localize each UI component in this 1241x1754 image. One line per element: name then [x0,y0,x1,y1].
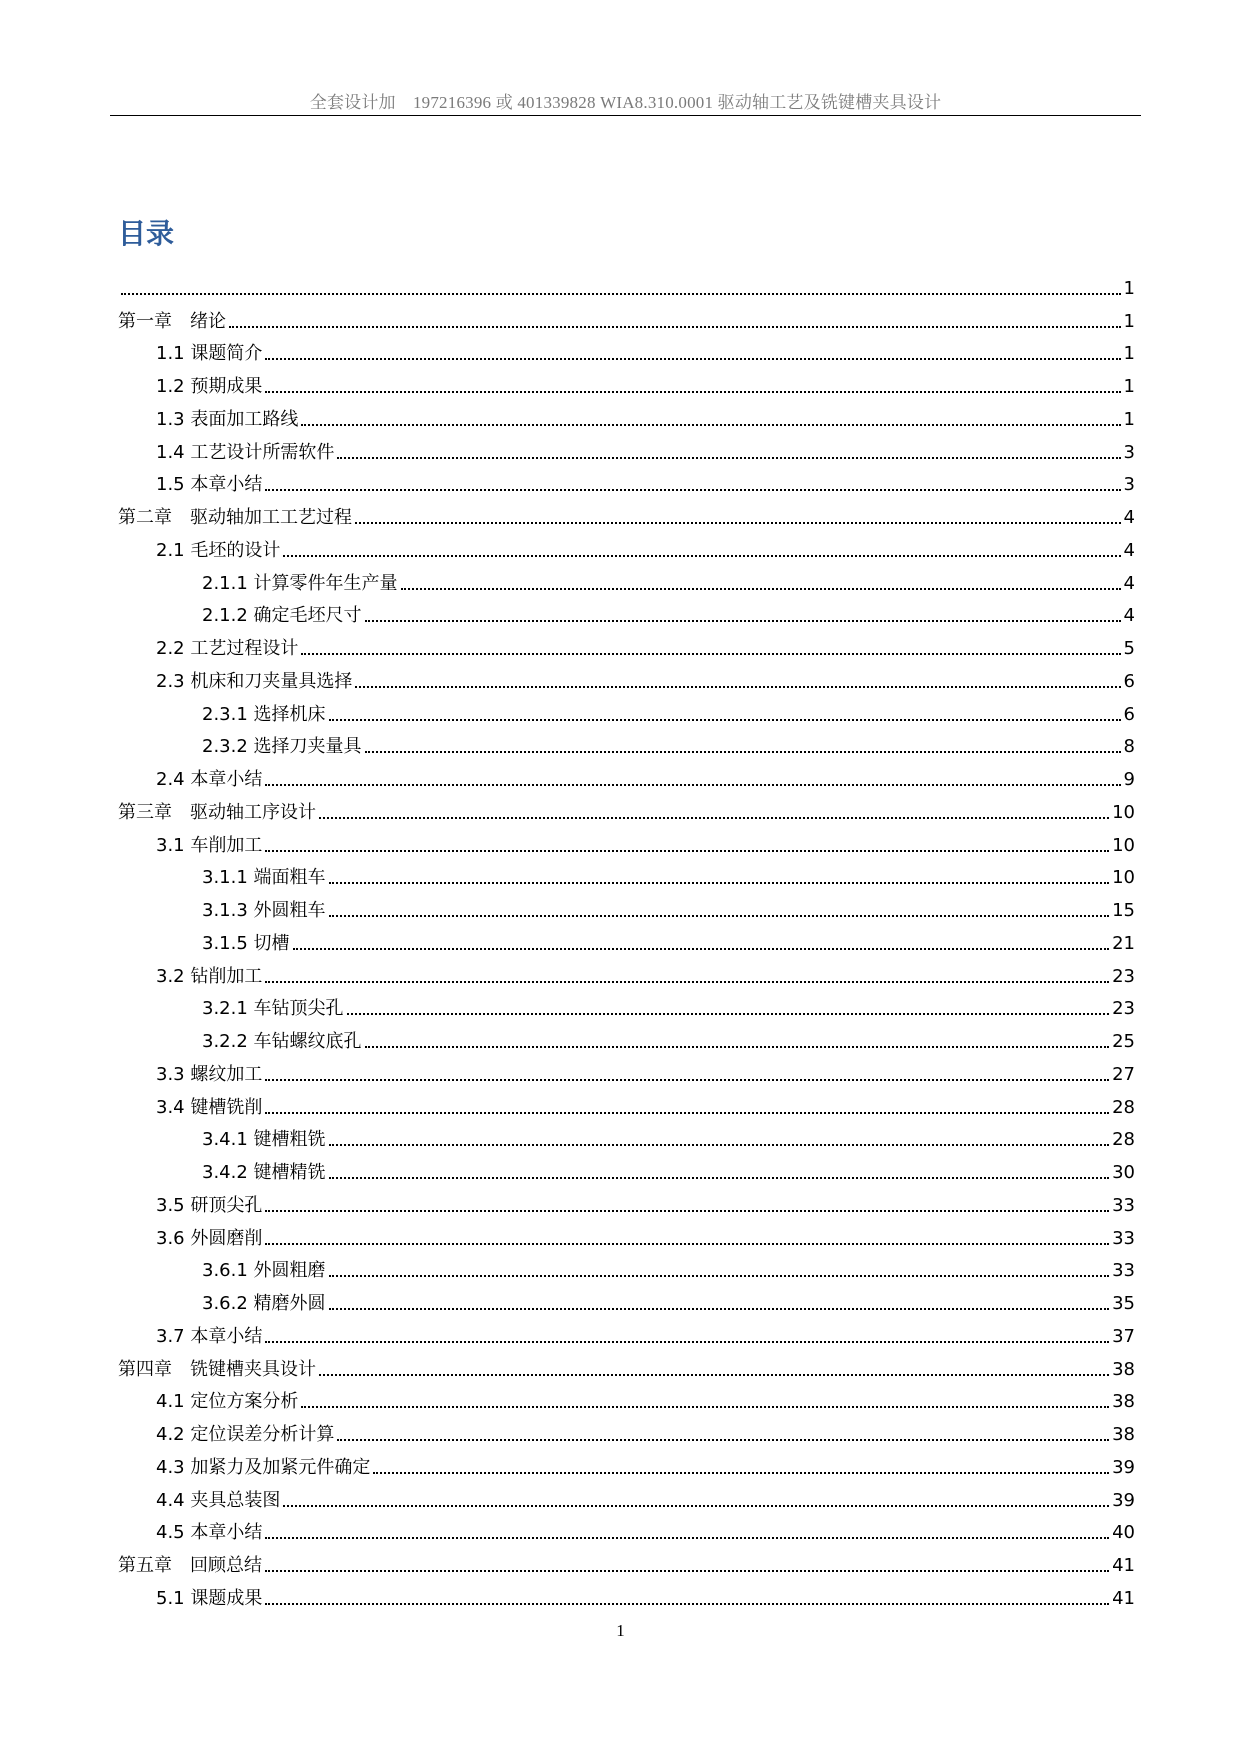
toc-entry[interactable] [118,1578,1135,1611]
toc-entry[interactable] [118,1120,1135,1153]
toc-entry[interactable] [118,596,1135,629]
toc-entry-page: 15 [1112,900,1135,921]
toc-dot-leader [265,489,1120,491]
toc-entry-page: 6 [1123,703,1135,725]
toc-entry[interactable] [118,268,1135,301]
toc-entry-page: 1 [1123,408,1135,430]
toc-entry[interactable] [118,465,1135,498]
toc-entry-label: 2.1.2 确定毛坯尺寸 [202,605,362,627]
toc-entry-label: 第二章 驱动轴加工工艺过程 [118,507,352,528]
toc-entry-label: 3.6.2 精磨外圆 [202,1293,326,1314]
toc-entry[interactable] [118,923,1135,956]
toc-entry-label: 第三章 驱动轴工序设计 [118,801,316,823]
toc-entry-page: 38 [1112,1358,1135,1380]
toc-entry-label: 4.1 定位方案分析 [156,1391,299,1413]
toc-entry[interactable] [118,1513,1135,1546]
toc-entry-label: 3.2.2 车钻螺纹底孔 [202,1031,362,1052]
footer-page-number: 1 [616,1621,625,1640]
toc-entry-page: 10 [1112,834,1135,856]
toc-entry[interactable] [118,858,1135,891]
toc-entry-label: 2.1.1 计算零件年生产量 [202,572,398,594]
toc-entry-label: 2.4 本章小结 [156,769,263,790]
toc-entry-label: 3.3 螺纹加工 [156,1063,263,1085]
toc-entry-page: 23 [1112,965,1135,987]
toc-entry-page: 9 [1123,769,1135,790]
toc-entry[interactable] [118,825,1135,858]
toc-entry-label: 2.3 机床和刀夹量具选择 [156,670,353,692]
toc-entry-page: 4 [1123,605,1135,627]
toc-entry-page: 4 [1123,539,1135,561]
toc-entry[interactable] [118,1316,1135,1349]
toc-entry[interactable] [118,759,1135,792]
table-of-contents [118,268,1135,1611]
toc-entry-label: 3.6 外圆磨削 [156,1227,263,1249]
toc-entry-page: 4 [1123,572,1135,594]
toc-entry-page: 1 [1123,310,1135,332]
toc-entry-page: 37 [1112,1325,1135,1347]
toc-entry[interactable] [118,1054,1135,1087]
toc-entry[interactable] [118,334,1135,367]
toc-dot-leader [329,1308,1110,1310]
toc-dot-leader [265,1243,1109,1245]
toc-dot-leader [265,1603,1109,1605]
toc-dot-leader [329,1275,1110,1277]
toc-entry-page: 1 [1123,343,1135,365]
toc-dot-leader [365,620,1121,622]
toc-dot-leader [229,326,1121,328]
toc-dot-leader [373,1472,1109,1474]
toc-dot-leader [265,1537,1109,1539]
toc-entry-label: 2.2 工艺过程设计 [156,638,299,659]
toc-entry-label: 4.5 本章小结 [156,1522,263,1544]
toc-entry-page: 41 [1112,1587,1135,1609]
toc-entry-label: 1.1 课题简介 [156,343,263,365]
toc-entry-page: 8 [1123,736,1135,758]
toc-entry[interactable] [118,792,1135,825]
toc-entry-page: 40 [1112,1522,1135,1544]
toc-entry[interactable] [118,1382,1135,1415]
toc-dot-leader [265,981,1109,983]
toc-entry-label: 第一章 绪论 [118,310,226,332]
toc-entry[interactable] [118,956,1135,989]
toc-dot-leader [265,391,1120,393]
toc-dot-leader [265,784,1120,786]
toc-entry-page: 1 [1123,376,1135,397]
toc-entry-label: 3.1.5 切槽 [202,932,290,954]
toc-entry-label: 3.4.1 键槽粗铣 [202,1129,326,1151]
toc-dot-leader [365,1046,1110,1048]
toc-dot-leader [401,588,1121,590]
toc-dot-leader [265,358,1120,360]
toc-entry-label: 3.1 车削加工 [156,834,263,856]
toc-entry[interactable] [118,563,1135,596]
toc-entry[interactable] [118,1545,1135,1578]
toc-entry-label: 5.1 课题成果 [156,1587,263,1609]
toc-entry[interactable] [118,1218,1135,1251]
toc-entry-page: 39 [1112,1456,1135,1478]
toc-entry-label: 第四章 铣键槽夹具设计 [118,1358,316,1380]
toc-dot-leader [301,653,1120,655]
toc-entry-page: 35 [1112,1293,1135,1314]
toc-entry-label: 3.1.1 端面粗车 [202,867,326,889]
toc-entry-page: 21 [1112,932,1135,954]
toc-entry[interactable] [118,661,1135,694]
toc-entry[interactable] [118,366,1135,399]
toc-entry-page: 39 [1112,1489,1135,1511]
toc-dot-leader [265,1210,1109,1212]
toc-entry[interactable] [118,989,1135,1022]
toc-entry[interactable] [118,432,1135,465]
toc-dot-leader [355,522,1121,524]
toc-entry-label: 4.2 定位误差分析计算 [156,1424,335,1445]
toc-entry-label: 3.4 键槽铣削 [156,1096,263,1118]
toc-entry[interactable] [118,1021,1135,1054]
toc-entry-page: 5 [1123,638,1135,659]
toc-dot-leader [265,850,1109,852]
toc-entry[interactable] [118,1185,1135,1218]
toc-dot-leader [319,817,1109,819]
toc-entry-label: 2.3.2 选择刀夹量具 [202,736,362,758]
toc-dot-leader [355,686,1120,688]
toc-entry-page: 33 [1112,1227,1135,1249]
toc-entry-page: 25 [1112,1031,1135,1052]
toc-entry[interactable] [118,890,1135,923]
toc-entry[interactable] [118,1447,1135,1480]
toc-dot-leader [329,882,1110,884]
toc-dot-leader [329,1177,1110,1179]
toc-dot-leader [293,948,1110,950]
toc-dot-leader [365,751,1121,753]
toc-dot-leader [283,1505,1109,1507]
toc-dot-leader [329,915,1110,917]
toc-entry-label: 4.4 夹具总装图 [156,1489,281,1511]
toc-dot-leader [301,1406,1109,1408]
toc-entry-page: 3 [1123,441,1135,463]
toc-entry-label: 3.5 研顶尖孔 [156,1194,263,1216]
toc-entry-label: 第五章 回顾总结 [118,1555,262,1576]
toc-entry[interactable] [118,1414,1135,1447]
toc-entry[interactable] [118,497,1135,530]
toc-entry-label: 3.2.1 车钻顶尖孔 [202,998,344,1020]
toc-entry-page: 3 [1123,474,1135,496]
toc-entry-label: 1.2 预期成果 [156,376,263,397]
toc-entry[interactable] [118,1251,1135,1284]
toc-dot-leader [283,555,1120,557]
toc-entry-label: 1.3 表面加工路线 [156,408,299,430]
toc-entry-label: 3.7 本章小结 [156,1325,263,1347]
toc-entry-page: 10 [1112,801,1135,823]
toc-dot-leader [319,1374,1109,1376]
toc-entry[interactable] [118,1480,1135,1513]
toc-dot-leader [337,457,1120,459]
toc-entry[interactable] [118,1349,1135,1382]
toc-entry[interactable] [118,399,1135,432]
toc-entry-label: 3.2 钻削加工 [156,965,263,987]
toc-entry-page: 10 [1112,867,1135,889]
toc-dot-leader [265,1570,1109,1572]
toc-entry[interactable] [118,628,1135,661]
toc-entry-label: 3.1.3 外圆粗车 [202,900,326,921]
toc-entry-label: 3.4.2 键槽精铣 [202,1162,326,1183]
toc-entry-label: 2.3.1 选择机床 [202,703,326,725]
toc-entry-page: 41 [1112,1555,1135,1576]
page-header: 全套设计加 197216396 或 401339828 WIA8.310.0001 驱动轴工艺及铣键槽夹具设计 [309,93,942,112]
toc-entry-page: 23 [1112,998,1135,1020]
toc-dot-leader [265,1079,1109,1081]
toc-title: 目录 [118,217,175,250]
toc-dot-leader [265,1341,1109,1343]
toc-entry[interactable] [118,1152,1135,1185]
toc-dot-leader [329,1144,1110,1146]
toc-entry-label: 3.6.1 外圆粗磨 [202,1260,326,1282]
toc-entry-label: 4.3 加紧力及加紧元件确定 [156,1456,371,1478]
toc-entry-label: 1.5 本章小结 [156,474,263,496]
header-divider [110,115,1141,116]
toc-entry-page: 33 [1112,1194,1135,1216]
toc-entry-page: 30 [1112,1162,1135,1183]
toc-entry-page: 28 [1112,1129,1135,1151]
toc-entry-page: 4 [1123,507,1135,528]
toc-entry-page: 6 [1123,670,1135,692]
toc-entry[interactable] [118,530,1135,563]
toc-entry[interactable] [118,301,1135,334]
toc-entry-page: 28 [1112,1096,1135,1118]
toc-entry-page: 38 [1112,1391,1135,1413]
toc-entry-page: 27 [1112,1063,1135,1085]
toc-entry-label: 2.1 毛坯的设计 [156,539,281,561]
toc-entry-label: 1.4 工艺设计所需软件 [156,441,335,463]
toc-dot-leader [329,719,1121,721]
toc-entry[interactable] [118,727,1135,760]
toc-dot-leader [301,424,1120,426]
toc-entry-page: 38 [1112,1424,1135,1445]
toc-dot-leader [337,1439,1109,1441]
toc-entry[interactable] [118,1283,1135,1316]
toc-dot-leader [121,293,1121,295]
toc-dot-leader [347,1013,1110,1015]
toc-dot-leader [265,1112,1109,1114]
toc-entry[interactable] [118,694,1135,727]
toc-entry-page: 1 [1123,277,1135,299]
toc-entry[interactable] [118,1087,1135,1120]
toc-entry-page: 33 [1112,1260,1135,1282]
